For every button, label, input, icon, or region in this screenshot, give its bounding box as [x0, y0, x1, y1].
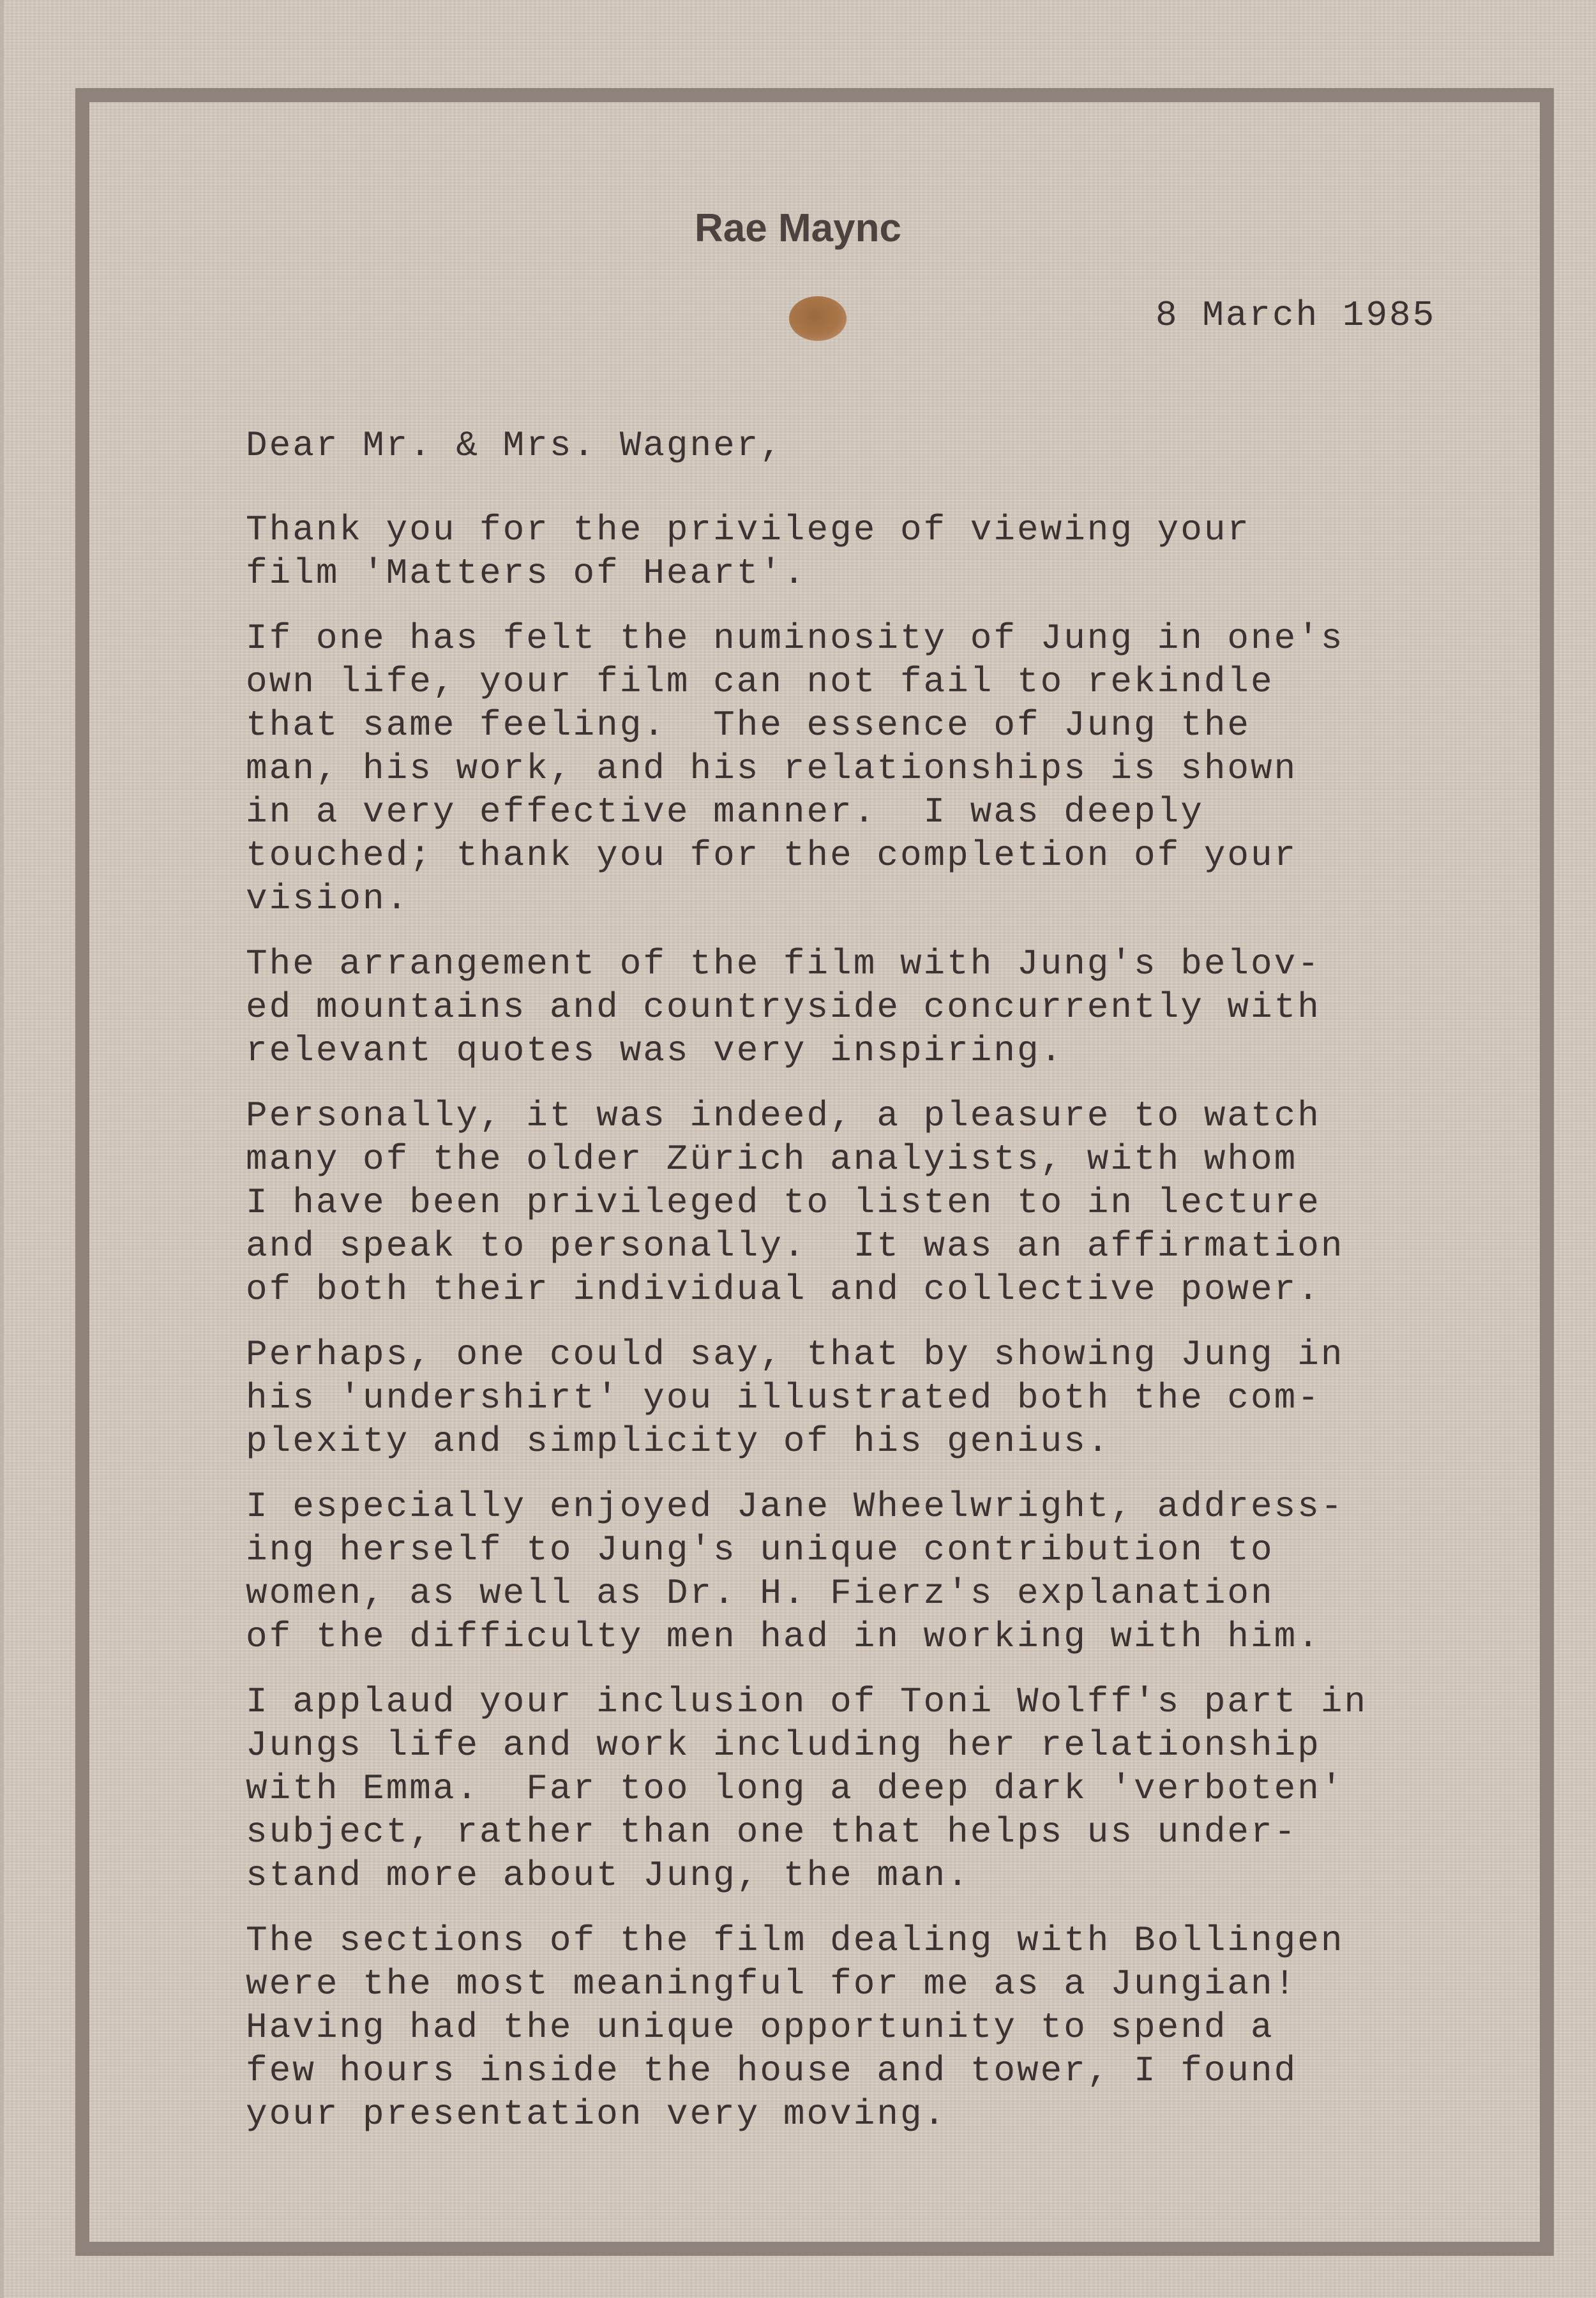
- paragraph-line: your presentation very moving.: [246, 2094, 947, 2135]
- body-paragraph: [246, 942, 1523, 1072]
- paragraph-line: and speak to personally. It was an affirmation: [246, 1226, 1344, 1266]
- paragraph-line: relevant quotes was very inspiring.: [246, 1030, 1064, 1071]
- paragraph-line: I applaud your inclusion of Toni Wolff's part in: [246, 1681, 1368, 1722]
- salutation: Dear Mr. & Mrs. Wagner,: [246, 425, 783, 466]
- letter-date: 8 March 1985: [1156, 295, 1436, 336]
- body-paragraph: [246, 1919, 1523, 2136]
- body-paragraph: [246, 1680, 1523, 1897]
- paragraph-line: of the difficulty men had in working with him.: [246, 1616, 1321, 1657]
- paragraph-line: Jungs life and work including her relationship: [246, 1725, 1321, 1766]
- paragraph-line: stand more about Jung, the man.: [246, 1855, 970, 1896]
- body-paragraph: [246, 1333, 1523, 1463]
- paragraph-line: ed mountains and countryside concurrently with: [246, 987, 1321, 1028]
- letter-body: [246, 508, 1523, 2158]
- paragraph-line: If one has felt the numinosity of Jung in one's: [246, 618, 1344, 659]
- paragraph-line: were the most meaningful for me as a Jungian!: [246, 1964, 1298, 2004]
- paragraph-line: Personally, it was indeed, a pleasure to watch: [246, 1095, 1321, 1136]
- paragraph-line: few hours inside the house and tower, I found: [246, 2050, 1298, 2091]
- paragraph-line: in a very effective manner. I was deeply: [246, 792, 1204, 832]
- paper-edge: [0, 0, 4, 2298]
- paragraph-line: touched; thank you for the completion of your: [246, 835, 1298, 876]
- paragraph-line: subject, rather than one that helps us under-: [246, 1812, 1298, 1852]
- paragraph-line: I have been privileged to listen to in lecture: [246, 1182, 1321, 1223]
- paragraph-line: Thank you for the privilege of viewing your: [246, 509, 1251, 550]
- paragraph-line: I especially enjoyed Jane Wheelwright, address-: [246, 1486, 1344, 1527]
- body-paragraph: [246, 1094, 1523, 1311]
- body-paragraph: [246, 617, 1523, 920]
- body-paragraph: [246, 1485, 1523, 1658]
- paragraph-line: The sections of the film dealing with Bollingen: [246, 1920, 1344, 1961]
- paragraph-line: with Emma. Far too long a deep dark 'verboten': [246, 1768, 1344, 1809]
- paragraph-line: plexity and simplicity of his genius.: [246, 1421, 1111, 1462]
- paragraph-line: film 'Matters of Heart'.: [246, 553, 807, 594]
- body-paragraph: [246, 508, 1523, 595]
- coffee-stain: [789, 296, 847, 341]
- paragraph-line: own life, your film can not fail to rekindle: [246, 661, 1274, 702]
- paragraph-line: women, as well as Dr. H. Fierz's explanation: [246, 1573, 1274, 1614]
- paragraph-line: his 'undershirt' you illustrated both the com-: [246, 1378, 1321, 1418]
- paragraph-line: Perhaps, one could say, that by showing Jung in: [246, 1334, 1344, 1375]
- paragraph-line: Having had the unique opportunity to spend a: [246, 2007, 1274, 2048]
- paragraph-line: many of the older Zürich analyists, with whom: [246, 1139, 1298, 1180]
- paragraph-line: that same feeling. The essence of Jung the: [246, 705, 1251, 746]
- paragraph-line: The arrangement of the film with Jung's belov-: [246, 943, 1321, 984]
- paragraph-line: of both their individual and collective power.: [246, 1269, 1321, 1310]
- paragraph-line: vision.: [246, 878, 410, 919]
- paragraph-line: ing herself to Jung's unique contribution to: [246, 1529, 1274, 1570]
- paragraph-line: man, his work, and his relationships is shown: [246, 748, 1298, 789]
- letterhead-name: Rae Maync: [695, 206, 901, 250]
